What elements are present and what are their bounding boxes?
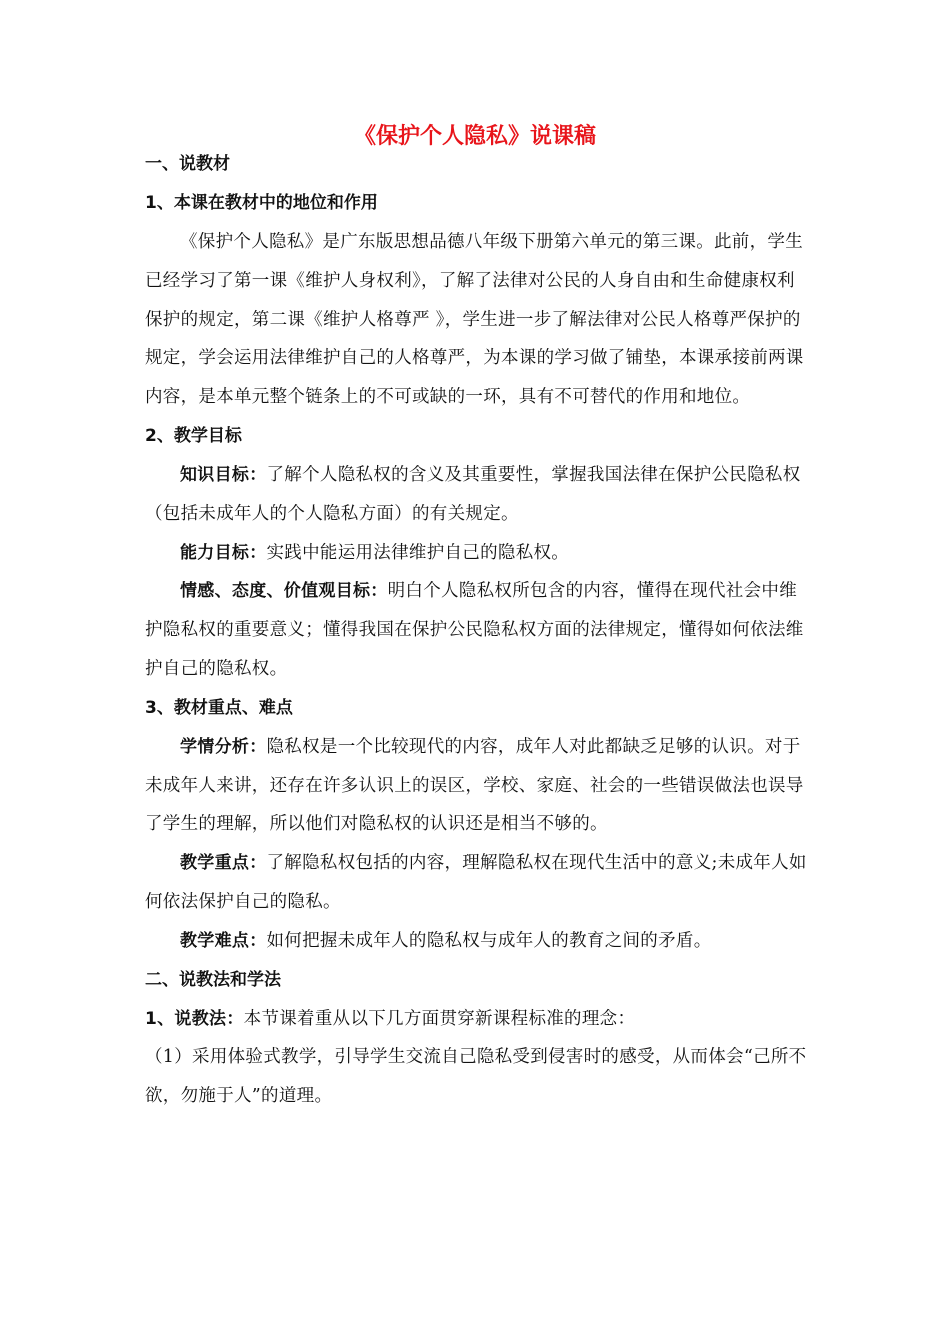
- learning-analysis-label: 学情分析：: [180, 736, 267, 757]
- ability-goal-text: 实践中能运用法律维护自己的隐私权。: [266, 542, 570, 563]
- ability-goal-label: 能力目标：: [180, 542, 267, 563]
- paragraph-status-and-role: 《保护个人隐私》是广东版思想品德八年级下册第六单元的第三课。此前，学生已经学习了第一课《维护人身权利》，了解了法律对公民的人身自由和生命健康权利保护的规定，第二课《维护人格尊严 》，学生进一步了解法律对公民人格尊严保护的规定，学会运用法律维护自己的人格尊严，为本课的学习做了铺垫，本课承接前两课内容，是本单元整个链条上的不可或缺的一环，具有不可替代的作用和地位。: [145, 232, 804, 408]
- knowledge-goal-text: 了解个人隐私权的含义及其重要性，掌握我国法律在保护公民隐私权（包括未成年人的个人隐私方面）的有关规定。: [145, 464, 801, 524]
- list-item-1: （1）采用体验式教学，引导学生交流自己隐私受到侵害时的感受，从而体会“己所不欲，勿施于人”的道理。: [145, 1047, 807, 1107]
- key-point-label: 教学重点：: [180, 853, 267, 874]
- section-heading-1: 一、说教材: [145, 154, 230, 174]
- paragraph-learning-analysis: [145, 728, 810, 844]
- key-point-text: 了解隐私权包括的内容，理解隐私权在现代生活中的意义;未成年人如何依法保护自己的隐私。: [145, 853, 807, 912]
- paragraph-teaching-method: [145, 1000, 810, 1039]
- knowledge-goal-label: 知识目标：: [180, 464, 267, 485]
- subsection-heading-1-2: 2、教学目标: [145, 425, 242, 446]
- teaching-method-label: 1、说教法：: [145, 1008, 244, 1029]
- subsection-heading-1-3: 3、教材重点、难点: [145, 697, 293, 718]
- paragraph-ability-goal: [145, 534, 810, 573]
- teaching-method-text: 本节课着重从以下几方面贯穿新课程标准的理念：: [243, 1008, 636, 1029]
- subsection-heading-1-1: 1、本课在教材中的地位和作用: [145, 193, 378, 213]
- emotion-goal-label: 情感、态度、价值观目标：: [180, 581, 388, 602]
- paragraph-emotion-goal: [145, 572, 810, 688]
- paragraph-difficulty: [145, 922, 810, 961]
- paragraph-key-point: [145, 844, 810, 922]
- document-body: [145, 145, 810, 1116]
- document-title: 《保护个人隐私》说课稿: [353, 124, 596, 149]
- difficulty-text: 如何把握未成年人的隐私权与成年人的教育之间的矛盾。: [266, 930, 712, 951]
- paragraph-knowledge-goal: [145, 456, 810, 534]
- learning-analysis-text: 隐私权是一个比较现代的内容，成年人对此都缺乏足够的认识。对于未成年人来讲，还存在许多认识上的误区，学校、家庭、社会的一些错误做法也误导了学生的理解，所以他们对隐私权的认识还是相当不够的。: [145, 736, 804, 835]
- emotion-goal-text: 明白个人隐私权所包含的内容，懂得在现代社会中维护隐私权的重要意义；懂得我国在保护公民隐私权方面的法律规定，懂得如何依法维护自己的隐私权。: [145, 581, 804, 679]
- section-heading-2: 二、说教法和学法: [145, 969, 281, 990]
- difficulty-label: 教学难点：: [180, 930, 267, 951]
